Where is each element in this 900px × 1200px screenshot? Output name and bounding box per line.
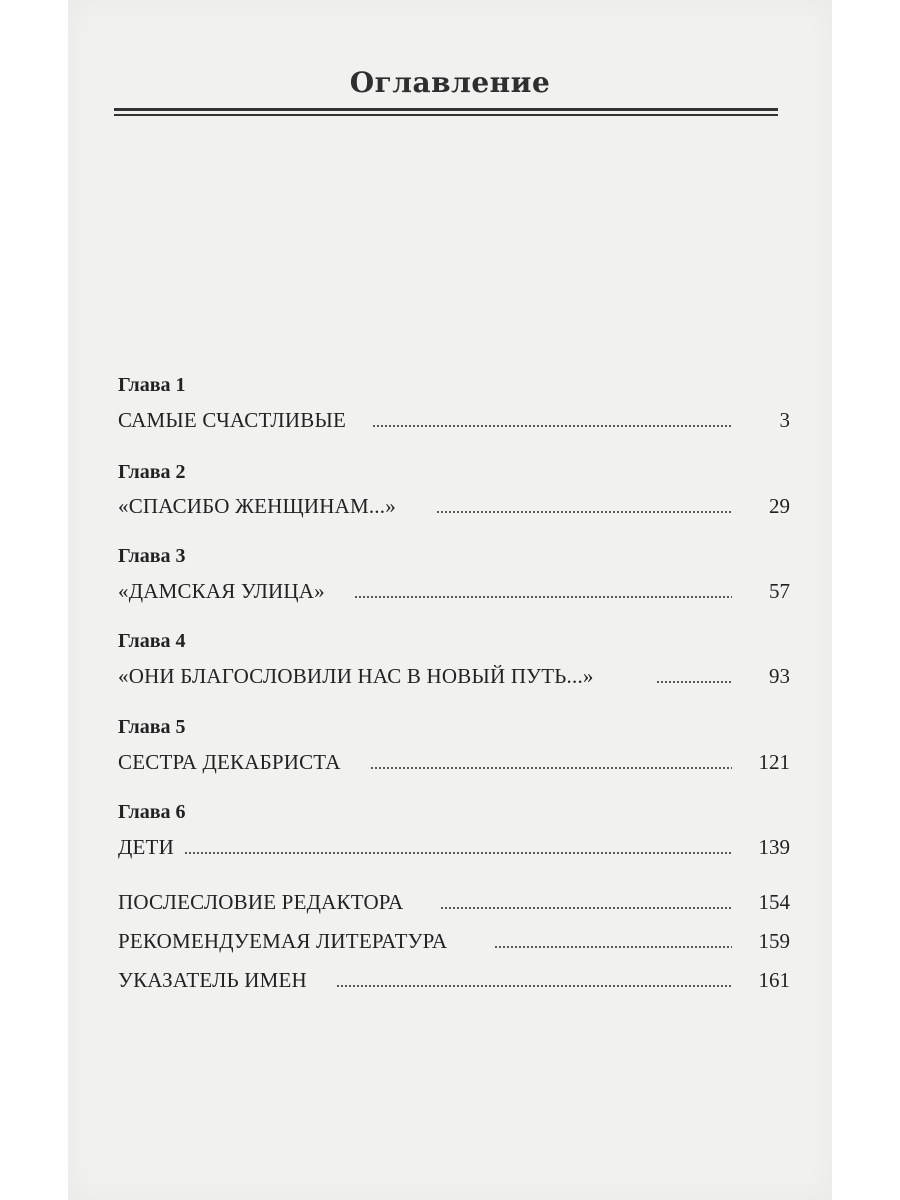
dot-leader [494, 946, 732, 948]
toc-entry-page: 57 [769, 579, 790, 603]
toc-entry[interactable] [118, 663, 790, 689]
toc-entry-title: СЕСТРА ДЕКАБРИСТА [118, 750, 341, 774]
toc-entry-title: САМЫЕ СЧАСТЛИВЫЕ [118, 408, 346, 432]
toc-entry[interactable] [118, 928, 790, 954]
toc-entry[interactable] [118, 407, 790, 433]
dot-leader [354, 596, 732, 598]
toc-entry-title: ПОСЛЕСЛОВИЕ РЕДАКТОРА [118, 890, 404, 914]
toc-entry-page: 3 [779, 408, 790, 432]
toc-entry-page: 29 [769, 494, 790, 518]
toc-entry-page: 121 [758, 750, 790, 774]
toc-entry-page: 139 [758, 835, 790, 859]
toc-entry-title: РЕКОМЕНДУЕМАЯ ЛИТЕРАТУРА [118, 929, 448, 953]
chapter-label: Глава 3 [118, 545, 186, 567]
page-title: Оглавление [349, 66, 551, 99]
toc-entry-page: 159 [758, 929, 790, 953]
dot-leader [372, 425, 732, 427]
toc-entry-title: УКАЗАТЕЛЬ ИМЕН [118, 968, 307, 992]
toc-entry-title: «ОНИ БЛАГОСЛОВИЛИ НАС В НОВЫЙ ПУТЬ...» [118, 664, 594, 688]
chapter-label: Глава 5 [118, 716, 186, 738]
table-of-contents [118, 0, 790, 1200]
chapter-label: Глава 6 [118, 801, 186, 823]
toc-entry-title: «ДАМСКАЯ УЛИЦА» [118, 579, 325, 603]
dot-leader [370, 767, 732, 769]
toc-entry-page: 161 [758, 968, 790, 992]
dot-leader [440, 907, 732, 909]
toc-entry-title: «СПАСИБО ЖЕНЩИНАМ...» [118, 494, 396, 518]
toc-entry[interactable] [118, 834, 790, 860]
dot-leader [656, 681, 732, 683]
chapter-label: Глава 2 [118, 461, 186, 483]
toc-entry-page: 93 [769, 664, 790, 688]
toc-entry[interactable] [118, 749, 790, 775]
toc-entry-title: ДЕТИ [118, 835, 174, 859]
toc-entry[interactable] [118, 578, 790, 604]
dot-leader [436, 511, 732, 513]
chapter-label: Глава 1 [118, 374, 186, 396]
toc-entry-page: 154 [758, 890, 790, 914]
toc-entry[interactable] [118, 967, 790, 993]
toc-entry[interactable] [118, 493, 790, 519]
toc-entry[interactable] [118, 889, 790, 915]
chapter-label: Глава 4 [118, 630, 186, 652]
dot-leader [336, 985, 732, 987]
dot-leader [184, 852, 732, 854]
